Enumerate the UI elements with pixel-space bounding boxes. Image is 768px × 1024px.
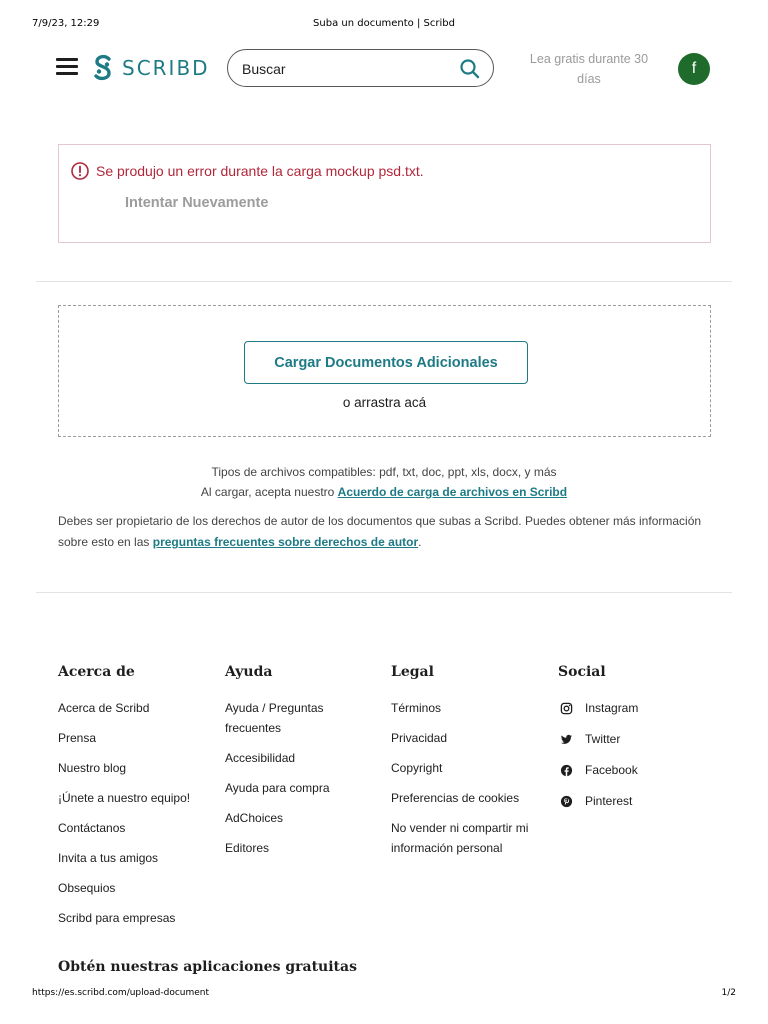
file-types-info	[0, 462, 768, 502]
print-header	[32, 18, 736, 32]
footer-social-column	[558, 664, 718, 822]
search-input[interactable]	[242, 58, 442, 80]
free-trial-link[interactable]: Lea gratis durante 30 días	[529, 52, 649, 86]
footer-link[interactable]: Nuestro blog	[58, 761, 127, 775]
print-url: https://es.scribd.com/upload-document	[32, 988, 210, 998]
agreement-prefix: Al cargar, acepta nuestro	[200, 485, 338, 499]
footer-link[interactable]: Obsequios	[58, 881, 116, 895]
social-label: Pinterest	[585, 794, 633, 808]
rights-end: .	[418, 535, 422, 549]
footer-link[interactable]: Ayuda para compra	[225, 781, 330, 795]
footer-link[interactable]: Scribd para empresas	[58, 911, 176, 925]
social-label: Instagram	[585, 701, 639, 715]
file-drop-zone[interactable]	[58, 305, 711, 437]
top-navigation	[0, 46, 768, 92]
footer-link[interactable]: Prensa	[58, 731, 97, 745]
footer-link[interactable]: Contáctanos	[58, 821, 126, 835]
footer-link[interactable]: Privacidad	[391, 731, 448, 745]
upload-error-box	[58, 144, 711, 243]
search-icon[interactable]	[459, 58, 481, 80]
footer-help-title: Ayuda	[225, 664, 273, 680]
supported-file-types: Tipos de archivos compatibles: pdf, txt, doc, ppt, xls, docx, y más	[211, 465, 557, 479]
copyright-faq-link[interactable]: preguntas frecuentes sobre derechos de autor	[152, 535, 419, 549]
user-avatar[interactable]: f	[678, 53, 710, 85]
footer-link[interactable]: Invita a tus amigos	[58, 851, 159, 865]
error-message: Se produjo un error durante la carga mockup psd.txt.	[96, 163, 424, 179]
print-page-number: 1/2	[721, 988, 736, 998]
footer-link[interactable]: AdChoices	[225, 811, 284, 825]
footer-link[interactable]: Accesibilidad	[225, 751, 296, 765]
pinterest-icon	[560, 795, 573, 808]
social-link-instagram[interactable]	[558, 698, 718, 718]
instagram-icon	[560, 702, 573, 715]
print-footer	[32, 988, 736, 1002]
error-alert-icon	[70, 161, 90, 181]
free-apps-heading: Obtén nuestras aplicaciones gratuitas	[58, 959, 357, 975]
section-divider	[36, 281, 732, 282]
print-date: 7/9/23, 12:29	[32, 18, 100, 29]
footer-link[interactable]: ¡Únete a nuestro equipo!	[58, 791, 191, 805]
social-link-pinterest[interactable]	[558, 791, 718, 811]
copyright-notice	[58, 511, 718, 553]
scribd-logo[interactable]	[92, 53, 210, 83]
facebook-icon	[560, 764, 573, 777]
rights-text: Debes ser propietario de los derechos de autor de los documentos que subas a Scribd. Puedes obtener más información sobre esto en las	[58, 514, 702, 549]
social-label: Facebook	[585, 763, 638, 777]
social-label: Twitter	[585, 732, 621, 746]
social-link-twitter[interactable]	[558, 729, 718, 749]
drag-hint: o arrastra acá	[342, 395, 427, 410]
retry-button[interactable]: Intentar Nuevamente	[125, 195, 269, 211]
footer-link[interactable]: No vender ni compartir mi información personal	[391, 821, 529, 855]
footer-legal-column	[391, 664, 551, 868]
print-title: Suba un documento | Scribd	[313, 18, 455, 29]
footer-link[interactable]: Acerca de Scribd	[58, 701, 150, 715]
footer-link[interactable]: Ayuda / Preguntas frecuentes	[225, 701, 324, 735]
hamburger-menu-icon[interactable]	[56, 58, 78, 76]
logo-text: SCRIBD	[122, 56, 210, 80]
footer-social-title: Social	[558, 664, 606, 680]
search-box[interactable]	[227, 49, 494, 87]
footer-about-title: Acerca de	[58, 664, 135, 680]
footer-link[interactable]: Copyright	[391, 761, 443, 775]
twitter-icon	[560, 733, 573, 746]
scribd-logo-icon	[92, 54, 114, 82]
footer-legal-title: Legal	[391, 664, 434, 680]
footer-divider	[36, 592, 732, 593]
footer-link[interactable]: Términos	[391, 701, 442, 715]
upload-agreement-link[interactable]: Acuerdo de carga de archivos en Scribd	[337, 485, 568, 499]
footer-help-column	[225, 664, 385, 868]
footer-about-column	[58, 664, 218, 938]
footer-link[interactable]: Preferencias de cookies	[391, 791, 520, 805]
social-link-facebook[interactable]	[558, 760, 718, 780]
upload-documents-button[interactable]: Cargar Documentos Adicionales	[244, 341, 528, 384]
footer-link[interactable]: Editores	[225, 841, 270, 855]
upload-agreement-line	[0, 482, 768, 502]
